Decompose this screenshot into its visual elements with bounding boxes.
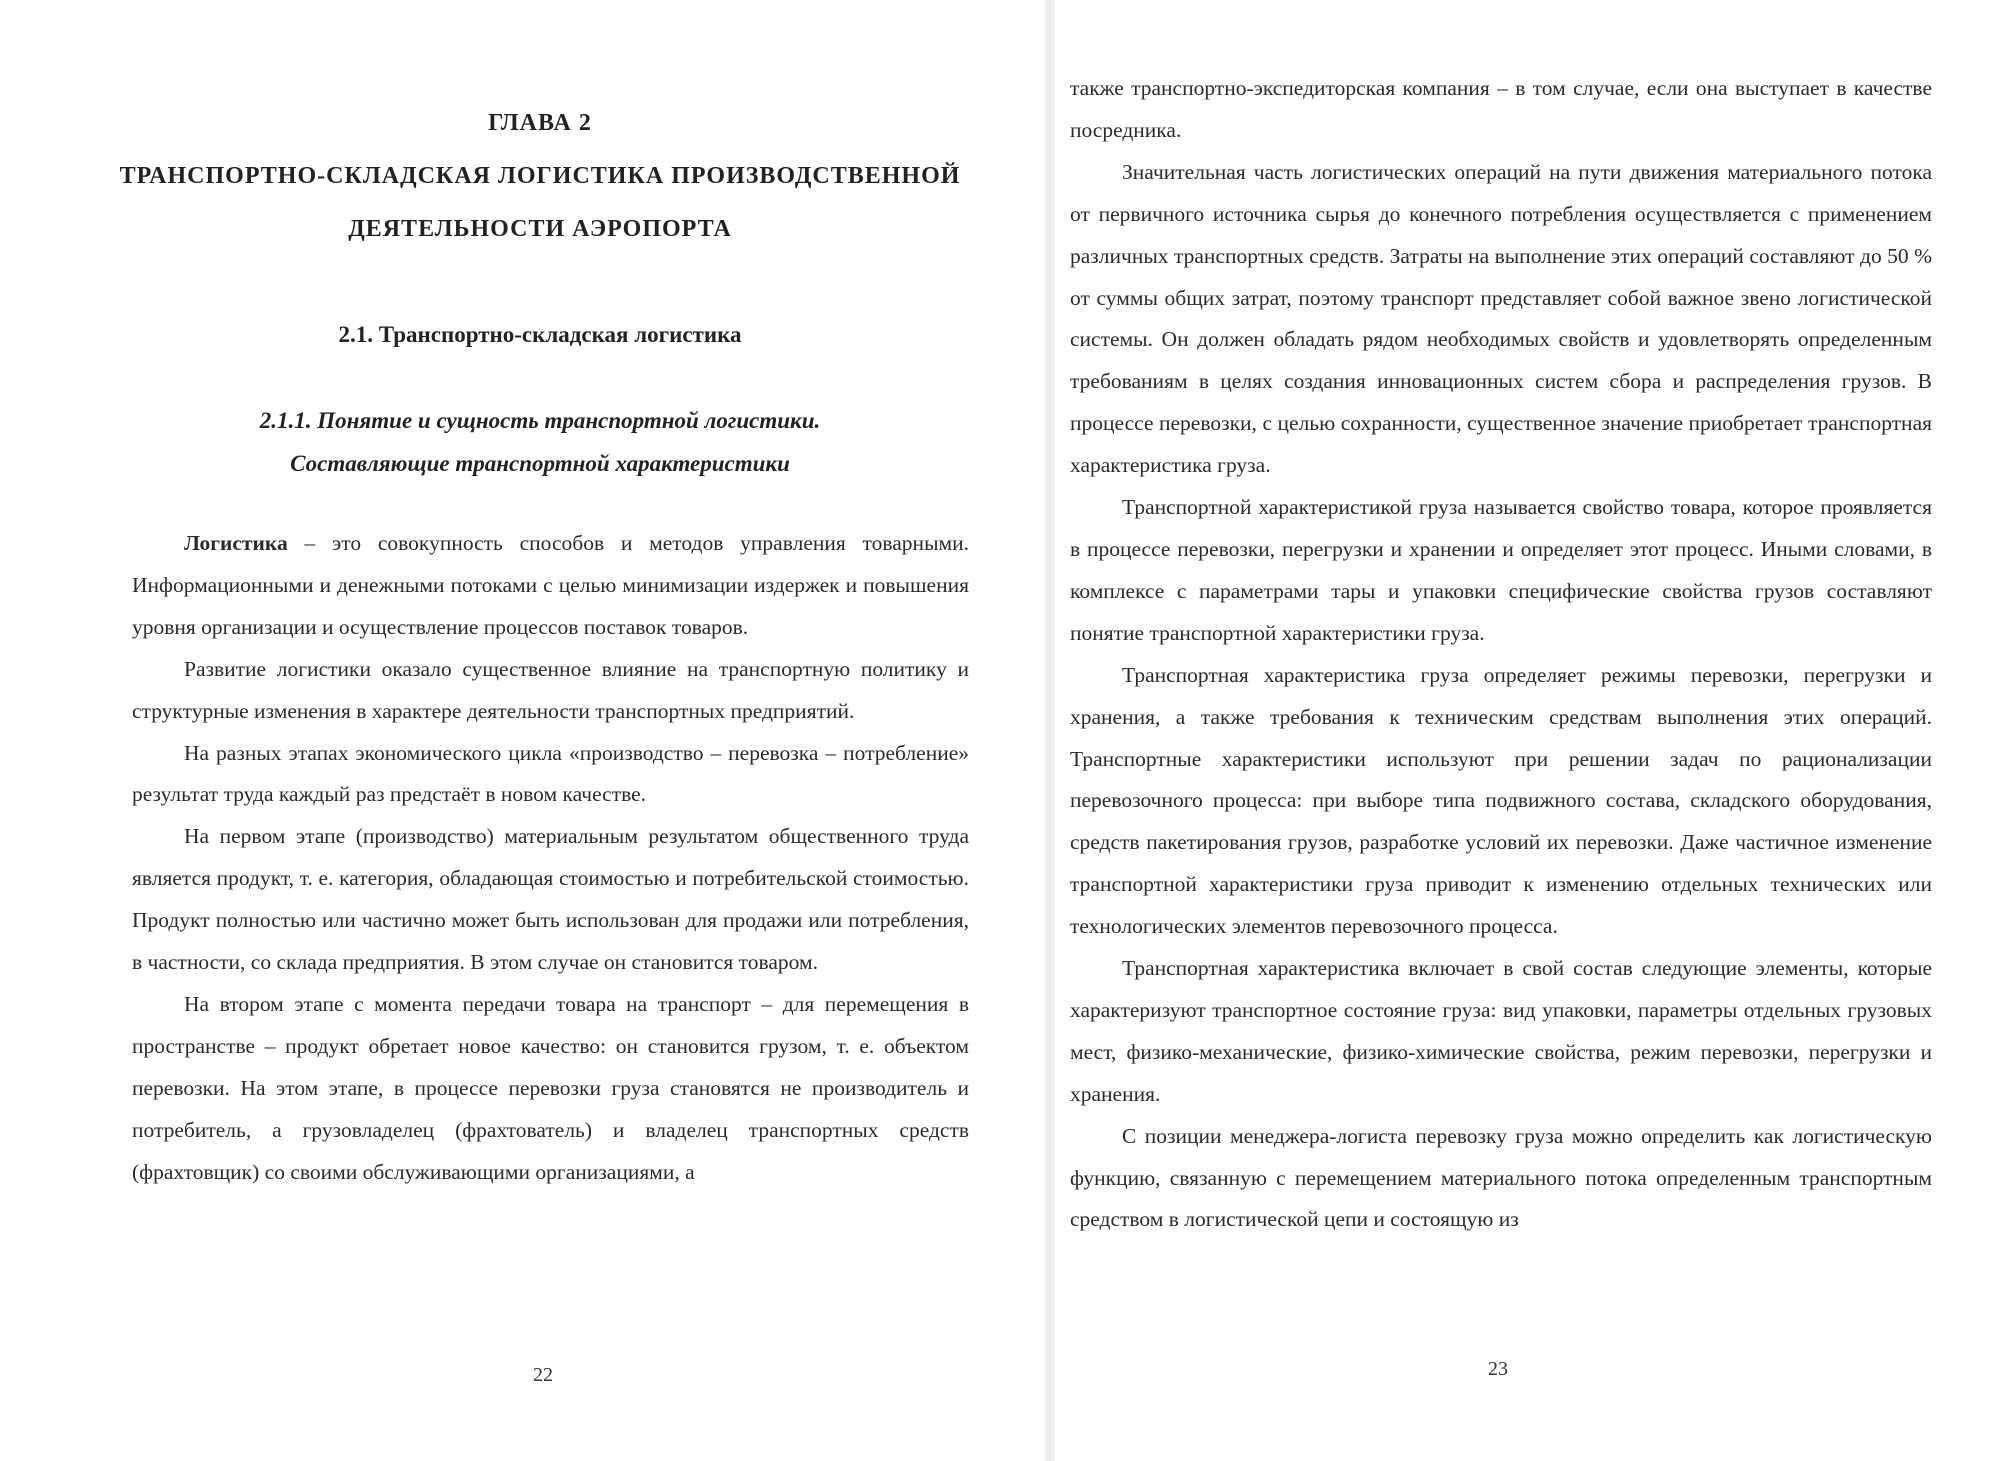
page-number-left: 22 — [533, 1364, 553, 1386]
chapter-title-line1: ТРАНСПОРТНО-СКЛАДСКАЯ ЛОГИСТИКА ПРОИЗВОДСТВЕННОЙ — [119, 163, 961, 189]
paragraph-text: – это совокупность способов и методов управления товарными. Информационными и денежными потоками с целью минимизации издержек и повышения уровня организации и осуществление процессов поставок товаров. — [132, 531, 969, 639]
continuation-paragraph: также транспортно-экспедиторская компания – в том случае, если она выступает в качестве посредника. — [1070, 76, 1932, 142]
paragraph: На разных этапах экономического цикла «производство – перевозка – потребление» результат труда каждый раз предстаёт в новом качестве. — [132, 740, 969, 807]
paragraph: Развитие логистики оказало существенное влияние на транспортную политику и структурные изменения в характере деятельности транспортных предприятий. — [132, 656, 969, 723]
left-body-text — [132, 523, 969, 1194]
paragraph: Транспортной характеристикой груза называется свойство товара, которое проявляется в процессе перевозки, перегрузки и хранении и определяет этот процесс. Иными словами, в комплексе с параметрами тары и упаковки специфические свойства грузов составляют понятие транспортной характеристики груза. — [1070, 495, 1932, 645]
paragraph: С позиции менеджера-логиста перевозку груза можно определить как логистическую функцию, связанную с перемещением материального потока определенным транспортным средством в логистической цепи и состоящую из — [1070, 1123, 1932, 1232]
paragraph — [132, 523, 969, 649]
chapter-number: ГЛАВА 2 — [488, 110, 592, 136]
paragraph: На первом этапе (производство) материальным результатом общественного труда является продукт, т. е. категория, обладающая стоимостью и потребительской стоимостью. Продукт полностью или частично может быть использован для продажи или потребления, в частности, со склада предприятия. В этом случае он становится товаром. — [132, 824, 969, 975]
paragraph: На втором этапе с момента передачи товара на транспорт – для перемещения в пространстве – продукт обретает новое качество: он становится грузом, т. е. объектом перевозки. На этом этапе, в процессе перевозки груза становятся не производитель и потребитель, а грузовладелец (фрахтователь) и владелец транспортных средств (фрахтовщик) со своими обслуживающими организациями, а — [132, 991, 969, 1184]
left-page — [40, 0, 1040, 1461]
term-logistics: Логистика — [184, 531, 288, 555]
section-title: 2.1. Транспортно-складская логистика — [338, 322, 742, 347]
page-gutter — [1045, 0, 1055, 1461]
paragraph: Транспортная характеристика груза определяет режимы перевозки, перегрузки и хранения, а также требования к техническим средствам выполнения этих операций. Транспортные характеристики используют при решении задач по рационализации перевозочного процесса: при выборе типа подвижного состава, складского оборудования, средств пакетирования грузов, разработке условий их перевозки. Даже частичное изменение транспортной характеристики груза приводит к изменению отдельных технических или технологических элементов перевозочного процесса. — [1070, 662, 1932, 939]
paragraph: Транспортная характеристика включает в свой состав следующие элементы, которые характеризуют транспортное состояние груза: вид упаковки, параметры отдельных грузовых мест, физико-механические, физико-химические свойства, режим перевозки, перегрузки и хранения. — [1070, 956, 1932, 1106]
page-number-right: 23 — [1488, 1358, 1508, 1380]
paragraph: Значительная часть логистических операций на пути движения материального потока от первичного источника сырья до конечного потребления осуществляется с применением различных транспортных средств. Затраты на выполнение этих операций составляют до 50 % от суммы общих затрат, поэтому транспорт представляет собой важное звено логистической системы. Он должен обладать рядом необходимых свойств и удовлетворять определенным требованиям в целях создания инновационных систем сбора и распределения грузов. В процессе перевозки, с целью сохранности, существенное значение приобретает транспортная характеристика груза. — [1070, 159, 1932, 478]
subsection-title-line1: 2.1.1. Понятие и сущность транспортной логистики. — [259, 408, 821, 433]
right-page — [1060, 0, 1980, 1461]
subsection-title-line2: Составляющие транспортной характеристики — [290, 451, 790, 476]
chapter-title-line2: ДЕЯТЕЛЬНОСТИ АЭРОПОРТА — [348, 216, 732, 242]
right-body-text — [1070, 68, 1932, 1241]
